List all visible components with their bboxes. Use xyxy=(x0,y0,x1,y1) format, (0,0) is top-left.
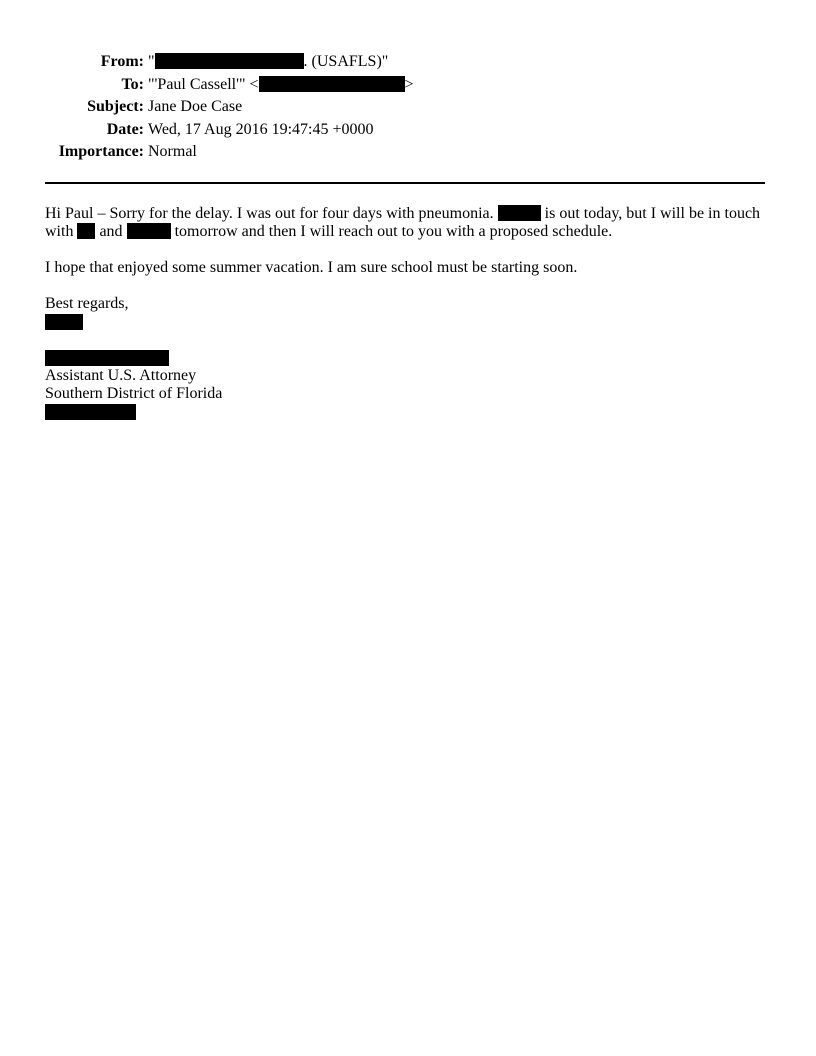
header-divider xyxy=(45,182,765,184)
spacer xyxy=(45,331,775,349)
from-row xyxy=(0,53,414,76)
body-paragraph-2: I hope that enjoyed some summer vacation. I am sure school must be starting soon. xyxy=(45,259,578,276)
redaction-block xyxy=(498,205,541,221)
to-label: To: xyxy=(121,75,144,93)
subject-label: Subject: xyxy=(87,98,144,115)
redaction-block xyxy=(259,76,405,92)
email-body xyxy=(45,205,775,421)
redaction-block xyxy=(155,53,304,69)
email-header xyxy=(0,53,414,166)
importance-row xyxy=(0,143,414,166)
signature-title: Assistant U.S. Attorney xyxy=(45,367,197,384)
closing-text: Best regards, xyxy=(45,295,129,312)
importance-value: Normal xyxy=(148,143,197,160)
subject-row xyxy=(0,98,414,121)
to-row xyxy=(0,76,414,99)
date-label: Date: xyxy=(106,120,144,138)
subject-value: Jane Doe Case xyxy=(148,98,243,115)
signature-office: Southern District of Florida xyxy=(45,385,223,402)
signature-block xyxy=(45,295,775,420)
from-value: " . (USAFLS)" xyxy=(148,53,389,70)
redaction-block xyxy=(77,223,95,239)
from-label: From: xyxy=(100,53,144,70)
date-row xyxy=(0,121,414,144)
redaction-block xyxy=(45,350,169,366)
to-value: "'Paul Cassell'" < > xyxy=(148,75,414,93)
redaction-block xyxy=(127,223,171,239)
body-paragraph-1: Hi Paul – Sorry for the delay. I was out for four days with pneumonia. is out today, but I will be in touch with and tomorrow and then I will reach out to you with a proposed schedule. xyxy=(45,205,761,240)
redaction-block xyxy=(45,314,83,330)
importance-label: Importance: xyxy=(58,143,144,160)
date-value: Wed, 17 Aug 2016 19:47:45 +0000 xyxy=(148,120,374,138)
redaction-block xyxy=(45,404,136,420)
